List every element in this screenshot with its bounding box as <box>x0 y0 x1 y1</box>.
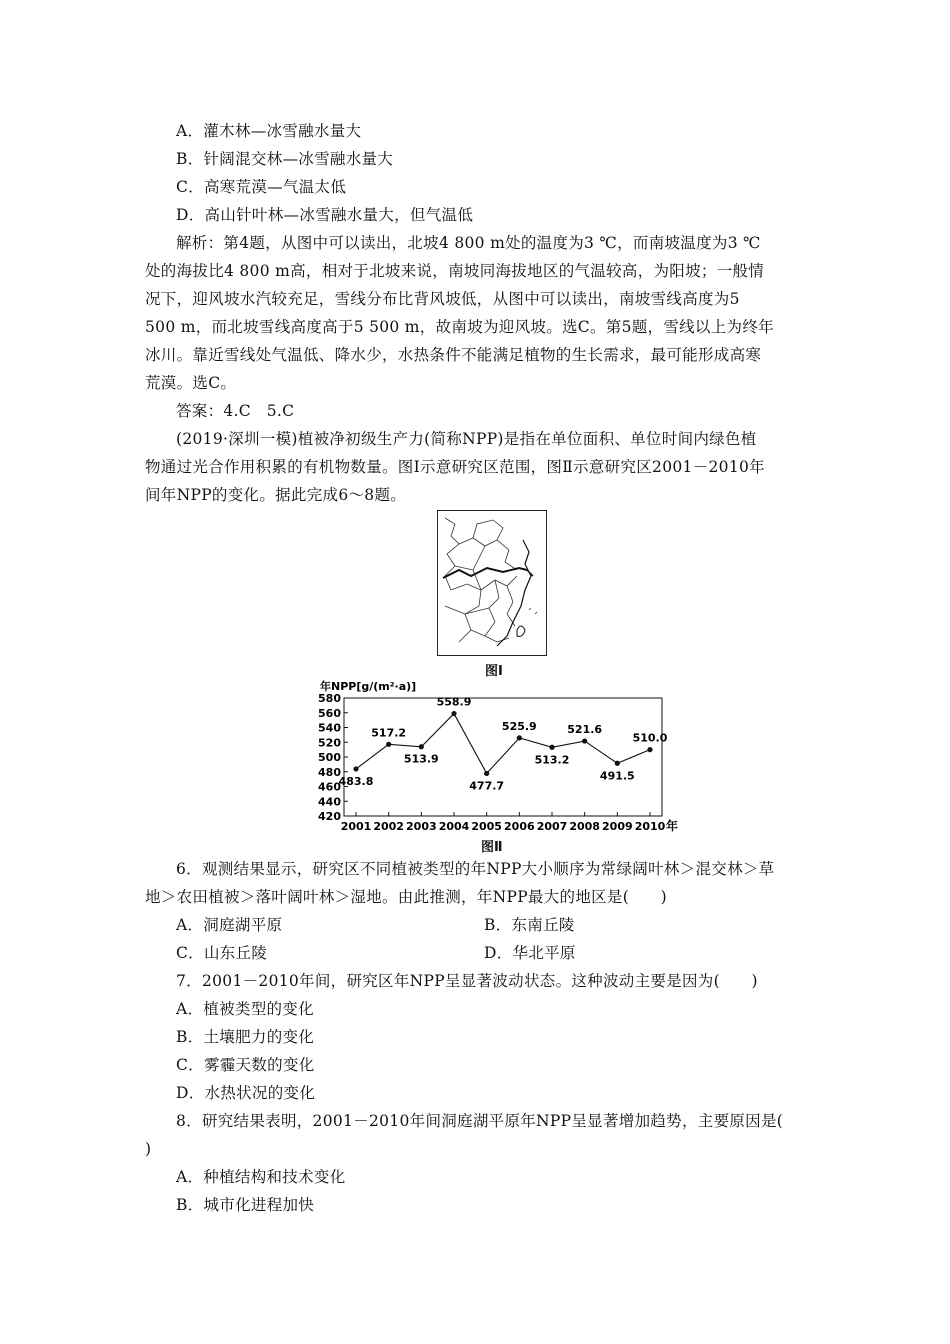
data-point <box>517 735 522 740</box>
x-tick-label: 2002 <box>373 820 404 833</box>
data-point <box>647 747 652 752</box>
answer: 答案：4.C 5.C <box>176 402 295 420</box>
x-tick-label: 2007 <box>536 820 568 833</box>
y-tick-label: 460 <box>318 780 341 794</box>
data-label: 521.6 <box>567 723 603 737</box>
npp-line-chart <box>300 676 680 834</box>
intro-line: 物通过光合作用积累的有机物数量。图Ⅰ示意研究区范围，图Ⅱ示意研究区2001－2010年 <box>145 458 765 476</box>
q5-option-d: D．高山针叶林—冰雪融水量大，但气温低 <box>176 206 474 224</box>
q8-option-a: A．种植结构和技术变化 <box>176 1168 346 1186</box>
x-tick-label: 2003 <box>406 820 437 833</box>
data-label: 513.9 <box>403 752 439 766</box>
x-axis-unit: 年 <box>666 819 679 833</box>
q5-option-a: A．灌木林—冰雪融水量大 <box>176 122 362 140</box>
fig2-caption: 图Ⅱ <box>481 840 503 855</box>
analysis-line: 荒漠。选C。 <box>145 374 237 392</box>
q5-option-b: B．针阔混交林—冰雪融水量大 <box>176 150 394 168</box>
y-tick-label: 420 <box>318 810 341 823</box>
y-tick-label: 520 <box>318 736 341 750</box>
data-label: 517.2 <box>371 726 407 740</box>
q8-stem: 8．研究结果表明，2001－2010年间洞庭湖平原年NPP呈显著增加趋势，主要原因是( <box>176 1112 784 1130</box>
x-tick-label: 2001 <box>340 820 372 833</box>
q7-option-a: A．植被类型的变化 <box>176 1000 314 1018</box>
q6-option-a: A．洞庭湖平原 <box>176 916 283 934</box>
intro-line: (2019·深圳一模)植被净初级生产力(简称NPP)是指在单位面积、单位时间内绿色植 <box>176 430 757 448</box>
y-tick-label: 560 <box>318 706 341 720</box>
x-tick-label: 2005 <box>471 820 502 833</box>
y-axis-label: 年NPP[g/(m²·a)] <box>320 680 417 693</box>
data-point <box>549 745 554 750</box>
q6-stem: 6．观测结果显示，研究区不同植被类型的年NPP大小顺序为常绿阔叶林＞混交林＞草 <box>176 860 775 878</box>
analysis-line: 冰川。靠近雪线处气温低、降水少，水热条件不能满足植物的生长需求，最可能形成高寒 <box>145 346 762 364</box>
q7-stem: 7．2001－2010年间，研究区年NPP呈显著波动状态。这种波动主要是因为( ) <box>176 972 758 990</box>
analysis-line: 况下，迎风坡水汽较充足，雪线分布比背风坡低，从图中可以读出，南坡雪线高度为5 <box>145 290 740 308</box>
analysis-line: 处的海拔比4 800 m高，相对于北坡来说，南坡同海拔地区的气温较高，为阳坡；一般情 <box>145 262 765 280</box>
data-point <box>451 711 456 716</box>
q6-option-d: D．华北平原 <box>484 944 576 962</box>
q8-stem: ) <box>145 1140 152 1158</box>
x-tick-label: 2008 <box>569 820 600 833</box>
data-label: 510.0 <box>632 731 668 745</box>
y-tick-label: 480 <box>318 765 341 779</box>
intro-line: 间年NPP的变化。据此完成6～8题。 <box>145 486 407 504</box>
data-point <box>386 742 391 747</box>
study-area-map <box>437 510 547 656</box>
q5-option-c: C．高寒荒漠—气温太低 <box>176 178 347 196</box>
analysis-line: 500 m，而北坡雪线高度高于5 500 m，故南坡为迎风坡。选C。第5题，雪线以上为终年 <box>145 318 774 336</box>
q6-stem: 地＞农田植被＞落叶阔叶林＞湿地。由此推测，年NPP最大的地区是( ) <box>145 888 668 906</box>
y-tick-label: 580 <box>318 692 341 705</box>
q6-option-b: B．东南丘陵 <box>484 916 575 934</box>
analysis-line: 解析：第4题，从图中可以读出，北坡4 800 m处的温度为3 ℃，而南坡温度为3 ℃ <box>176 234 761 252</box>
fig1-caption: 图Ⅰ <box>485 664 503 679</box>
plot-area <box>344 695 662 816</box>
q7-option-b: B．土壤肥力的变化 <box>176 1028 315 1046</box>
q8-option-b: B．城市化进程加快 <box>176 1196 315 1214</box>
data-point <box>582 738 587 743</box>
data-label: 491.5 <box>599 769 635 783</box>
data-label: 477.7 <box>469 779 505 793</box>
data-label: 483.8 <box>338 774 374 788</box>
q7-option-c: C．雾霾天数的变化 <box>176 1056 315 1074</box>
y-tick-label: 500 <box>318 751 341 764</box>
data-label: 558.9 <box>436 695 472 709</box>
data-point <box>419 744 424 749</box>
x-tick-label: 2010 <box>634 820 666 833</box>
data-point <box>484 771 489 776</box>
x-tick-label: 2006 <box>504 820 535 833</box>
data-label: 525.9 <box>501 719 537 733</box>
data-point <box>353 766 358 771</box>
y-tick-label: 440 <box>318 795 341 809</box>
q6-option-c: C．山东丘陵 <box>176 944 268 962</box>
x-tick-label: 2004 <box>438 820 470 833</box>
data-label: 513.2 <box>534 753 570 767</box>
x-tick-label: 2009 <box>602 820 633 833</box>
data-point <box>615 761 620 766</box>
y-tick-label: 540 <box>318 721 341 735</box>
q7-option-d: D．水热状况的变化 <box>176 1084 316 1102</box>
